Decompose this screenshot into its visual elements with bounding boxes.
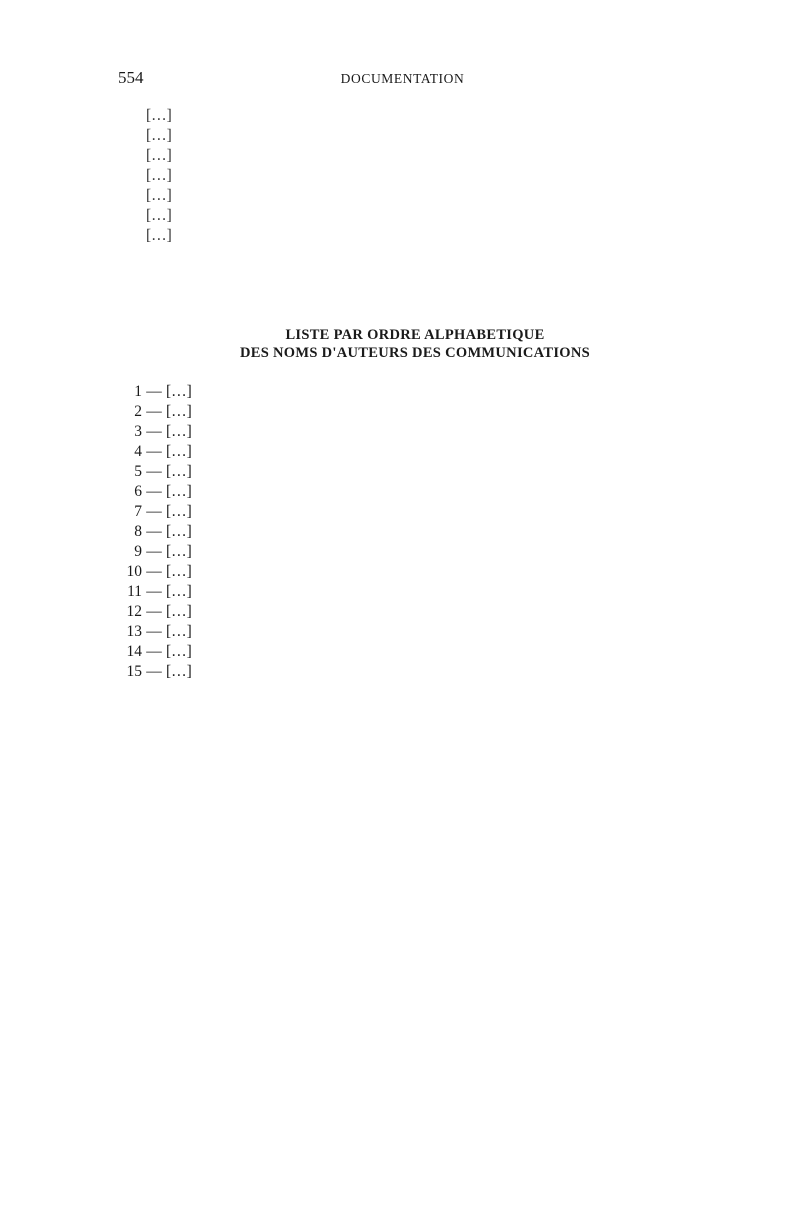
entry-dash: — bbox=[146, 383, 162, 400]
list-item bbox=[118, 622, 712, 641]
entry-dash: — bbox=[146, 623, 162, 640]
entry-number: 13 bbox=[126, 623, 142, 640]
entry-dash: — bbox=[146, 463, 162, 480]
paragraph-1: […] bbox=[146, 107, 172, 124]
entry-dash: — bbox=[146, 403, 162, 420]
list-item bbox=[118, 662, 712, 681]
list-item bbox=[118, 462, 712, 481]
entry-number: 4 bbox=[134, 443, 142, 460]
list-item bbox=[118, 502, 712, 521]
paragraph-7: […] bbox=[146, 227, 172, 244]
entry-text: […] bbox=[166, 643, 192, 660]
entry-text: […] bbox=[166, 483, 192, 500]
body-text bbox=[118, 106, 712, 246]
entry-number: 3 bbox=[134, 423, 142, 440]
author-list bbox=[118, 382, 712, 681]
entry-text: […] bbox=[166, 423, 192, 440]
entry-number: 2 bbox=[134, 403, 142, 420]
list-item bbox=[118, 522, 712, 541]
paragraph-5: […] bbox=[146, 187, 172, 204]
list-item bbox=[118, 562, 712, 581]
list-item bbox=[118, 542, 712, 561]
entry-number: 6 bbox=[134, 483, 142, 500]
paragraph-3: […] bbox=[146, 147, 172, 164]
entry-number: 5 bbox=[134, 463, 142, 480]
entry-dash: — bbox=[146, 583, 162, 600]
entry-text: […] bbox=[166, 603, 192, 620]
entry-text: […] bbox=[166, 383, 192, 400]
page-number: 554 bbox=[118, 68, 144, 87]
entry-dash: — bbox=[146, 663, 162, 680]
list-item bbox=[118, 402, 712, 421]
running-head bbox=[118, 68, 712, 88]
entry-number: 10 bbox=[126, 563, 142, 580]
entry-dash: — bbox=[146, 603, 162, 620]
list-item bbox=[118, 442, 712, 461]
entry-number: 14 bbox=[126, 643, 142, 660]
list-title-line-1: LISTE PAR ORDRE ALPHABETIQUE bbox=[285, 327, 545, 343]
entry-text: […] bbox=[166, 623, 192, 640]
entry-text: […] bbox=[166, 503, 192, 520]
entry-dash: — bbox=[146, 503, 162, 520]
entry-text: […] bbox=[166, 443, 192, 460]
list-item bbox=[118, 642, 712, 661]
entry-number: 12 bbox=[126, 603, 142, 620]
paragraph-6: […] bbox=[146, 207, 172, 224]
entry-dash: — bbox=[146, 543, 162, 560]
list-item bbox=[118, 582, 712, 601]
entry-number: 15 bbox=[126, 663, 142, 680]
entry-dash: — bbox=[146, 423, 162, 440]
entry-dash: — bbox=[146, 443, 162, 460]
entry-dash: — bbox=[146, 523, 162, 540]
entry-dash: — bbox=[146, 643, 162, 660]
entry-text: […] bbox=[166, 543, 192, 560]
list-item bbox=[118, 422, 712, 441]
entry-number: 1 bbox=[134, 383, 142, 400]
entry-number: 8 bbox=[134, 523, 142, 540]
list-item bbox=[118, 382, 712, 401]
paragraph-2: […] bbox=[146, 127, 172, 144]
list-item bbox=[118, 482, 712, 501]
entry-text: […] bbox=[166, 523, 192, 540]
entry-text: […] bbox=[166, 463, 192, 480]
paragraph-4: […] bbox=[146, 167, 172, 184]
entry-dash: — bbox=[146, 483, 162, 500]
entry-number: 11 bbox=[127, 583, 142, 600]
list-item bbox=[118, 602, 712, 621]
entry-text: […] bbox=[166, 583, 192, 600]
entry-text: […] bbox=[166, 403, 192, 420]
section-title: DOCUMENTATION bbox=[340, 71, 465, 86]
entry-text: […] bbox=[166, 663, 192, 680]
entry-number: 9 bbox=[134, 543, 142, 560]
entry-text: […] bbox=[166, 563, 192, 580]
list-title-line-2: DES NOMS D'AUTEURS DES COMMUNICATIONS bbox=[239, 345, 590, 361]
entry-number: 7 bbox=[134, 503, 142, 520]
entry-dash: — bbox=[146, 563, 162, 580]
